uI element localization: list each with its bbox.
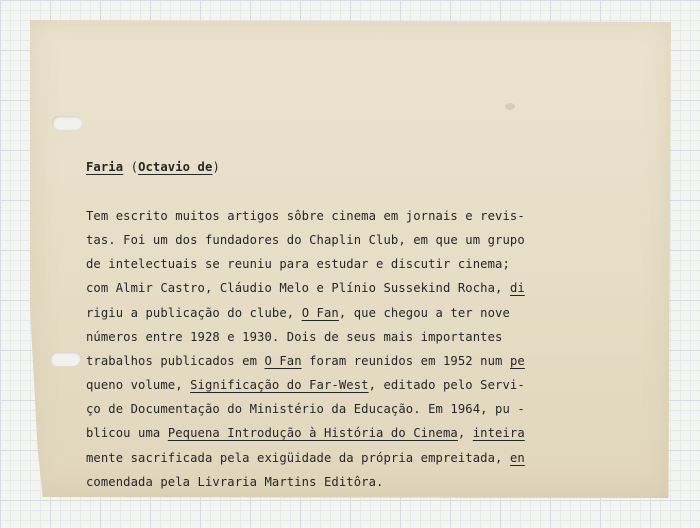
text-line xyxy=(86,446,666,470)
text-line xyxy=(86,421,666,445)
text-segment: de intelectuais se reuniu para estudar e discutir cinema; xyxy=(86,257,510,272)
heading-open-paren: ( xyxy=(123,160,139,175)
typed-text-body xyxy=(86,107,666,494)
underlined-segment: Significação do Far-West xyxy=(190,378,369,393)
text-line xyxy=(86,276,666,300)
text-line xyxy=(86,228,666,252)
text-segment: rigiu a publicação do clube, xyxy=(86,305,302,320)
text-segment: ço de Documentação do Ministério da Educação. Em 1964, pu - xyxy=(86,402,525,417)
text-segment: Tem escrito muitos artigos sôbre cinema em jornais e revis- xyxy=(86,208,525,223)
text-segment: , editado pelo Servi- xyxy=(368,378,525,393)
text-segment: números entre 1928 e 1930. Dois de seus mais importantes xyxy=(86,329,503,344)
text-line xyxy=(86,301,666,325)
text-line xyxy=(86,349,666,373)
text-segment: mente sacrificada pela exigüidade da própria empreitada, xyxy=(86,450,510,465)
text-segment: com Almir Castro, Cláudio Melo e Plínio Sussekind Rocha, xyxy=(86,281,510,296)
heading-line xyxy=(86,155,666,179)
underlined-segment: inteira xyxy=(472,426,525,441)
underlined-segment: di xyxy=(509,281,525,296)
underlined-segment: O Fan xyxy=(264,353,302,368)
text-line xyxy=(86,470,666,494)
underlined-segment: pe xyxy=(509,353,525,368)
text-segment: trabalhos publicados em xyxy=(86,353,265,368)
text-line xyxy=(86,397,666,421)
text-segment: foram reunidos em 1952 num xyxy=(301,353,510,368)
text-segment: , que chegou a ter nove xyxy=(338,305,510,320)
text-segment: blicou uma xyxy=(86,426,168,441)
heading-surname: Faria xyxy=(86,160,124,175)
text-segment: tas. Foi um dos fundadores do Chaplin Club, em que um grupo xyxy=(86,232,525,247)
heading-close-paren: ) xyxy=(212,160,220,175)
underlined-segment: Pequena Introdução à História do Cinema xyxy=(167,426,458,441)
text-line xyxy=(86,204,666,228)
underlined-segment: O Fan xyxy=(301,305,339,320)
text-line xyxy=(86,325,666,349)
punch-hole-top xyxy=(52,116,82,130)
text-segment: , xyxy=(457,426,473,441)
text-line xyxy=(86,252,666,276)
punch-hole-bottom xyxy=(50,352,80,366)
text-line xyxy=(86,373,666,397)
heading-given-name: Octavio de xyxy=(138,160,213,175)
text-segment: queno volume, xyxy=(86,378,191,393)
underlined-segment: en xyxy=(509,450,525,465)
text-segment: comendada pela Livraria Martins Editôra. xyxy=(86,474,384,489)
